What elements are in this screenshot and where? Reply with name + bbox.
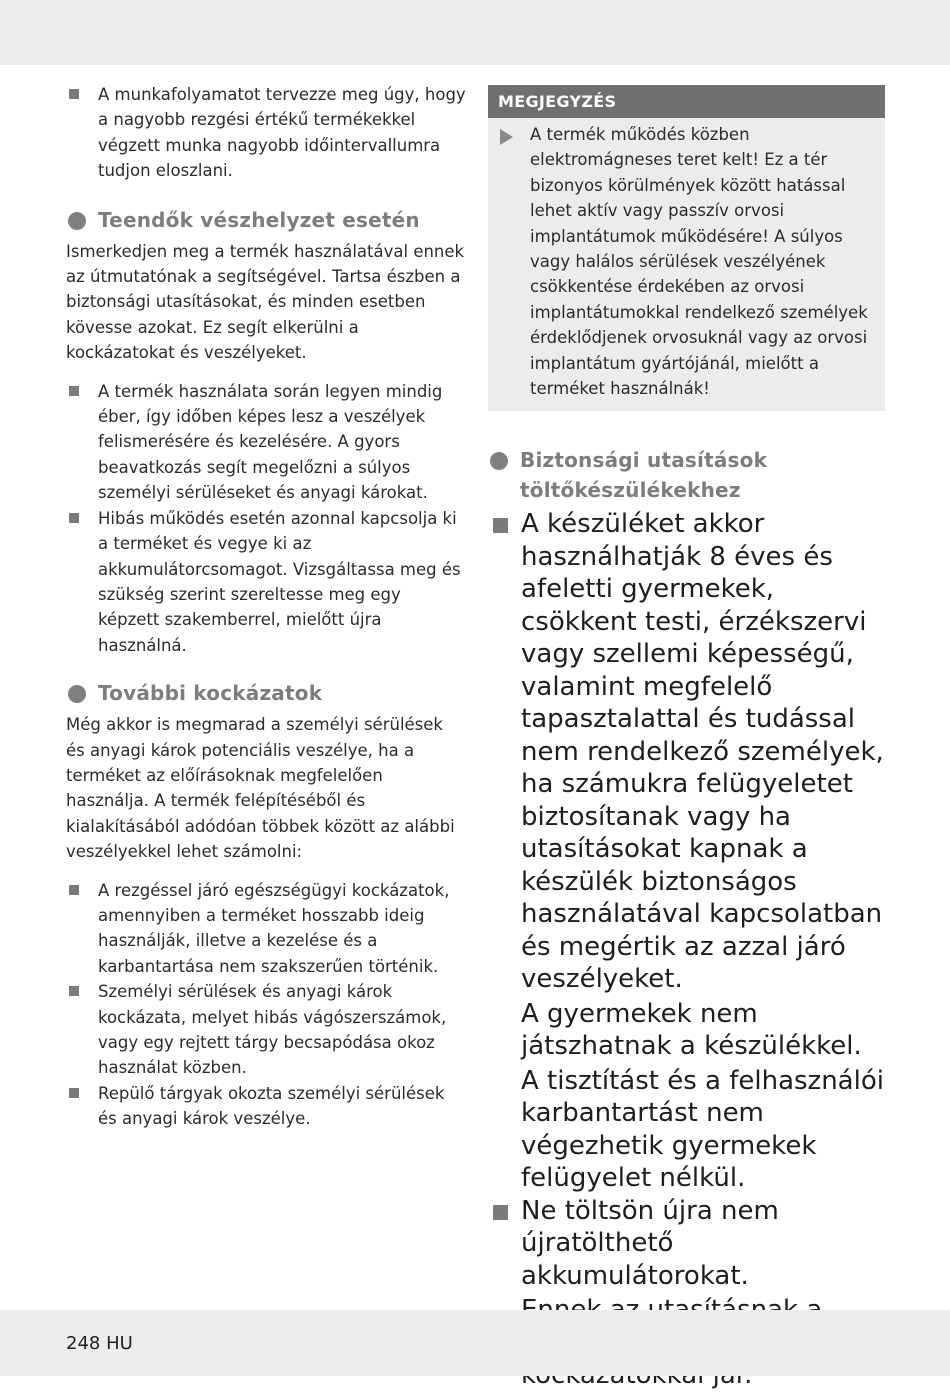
large-instructions bbox=[488, 508, 885, 1392]
circle-bullet-icon bbox=[68, 685, 86, 703]
circle-bullet-icon bbox=[68, 212, 86, 230]
bullet-text: A termék használata során legyen mindig éber, így időben képes lesz a veszélyek felismerésére és kezelésére. A gyors beavatkozás segít megelőzni a súlyos személyi sérüléseket és anyagi károkat. bbox=[98, 381, 443, 503]
note-text: A termék működés közben elektromágneses teret kelt! Ez a tér bizonyos körülmények között hatással lehet aktív vagy passzív orvosi implantátumok működésére! A súlyos vagy halálos sérülések veszélyének csökkentése érdekében az orvosi implantátumokkal rendelkező személyek érdeklődjenek orvosuknál vagy az orvosi implantátum gyártójánál, mielőtt a terméket használnák! bbox=[530, 125, 868, 399]
note-box bbox=[488, 85, 885, 411]
bullet-paragraph: Ne töltsön újra nem újratölthető akkumulátorokat. bbox=[521, 1195, 779, 1291]
bullet-paragraph: A tisztítást és a felhasználói karbantartást nem végezhetik gyermekek felügyelet nélkül. bbox=[521, 1065, 884, 1194]
bullet-text: Személyi sérülések és anyagi károk kockázata, melyet hibás vágószerszámok, vagy egy rejtett tárgy becsapódása okoz használat közben. bbox=[98, 982, 447, 1078]
section-heading bbox=[66, 678, 466, 708]
square-bullet-icon bbox=[493, 518, 508, 533]
heading-text-line2: töltőkészülékekhez bbox=[520, 478, 741, 503]
bullet-text: Hibás működés esetén azonnal kapcsolja ki a terméket és vegye ki az akkumulátorcsomagot. Vizsgáltassa meg és szükség szerint szereltesse meg egy képzett szakemberrel, mielőtt újra használná. bbox=[98, 508, 461, 655]
list-item bbox=[66, 979, 466, 1081]
list-item bbox=[488, 508, 885, 1195]
footer-bar bbox=[0, 1310, 950, 1376]
square-bullet-icon bbox=[69, 885, 79, 895]
heading-text: További kockázatok bbox=[98, 681, 323, 706]
top-bar bbox=[0, 0, 950, 65]
list-item bbox=[66, 506, 466, 658]
square-bullet-icon bbox=[493, 1205, 508, 1220]
list-item bbox=[66, 878, 466, 980]
triangle-arrow-icon bbox=[500, 129, 513, 145]
list-item bbox=[66, 1081, 466, 1132]
bullet-paragraph: A készüléket akkor használhatják 8 éves és afeletti gyermekek, csökkent testi, érzékszervi vagy szellemi képességű, valamint megfelelő tapasztalattal és tudással nem rendelkező személyek, ha számukra felügyeletet biztosítanak vagy ha utasításokat kapnak a készülék biztonságos használatával kapcsolatban és megértik az azzal járó veszélyeket. bbox=[521, 509, 884, 995]
section-heading bbox=[66, 205, 466, 235]
note-title: MEGJEGYZÉS bbox=[488, 85, 885, 118]
circle-bullet-icon bbox=[490, 452, 508, 470]
list-item bbox=[66, 379, 466, 506]
square-bullet-icon bbox=[69, 986, 79, 996]
bullet-text: A munkafolyamatot tervezze meg úgy, hogy a nagyobb rezgési értékű termékekkel végzett munka nagyobb időintervallumra tudjon eloszlani. bbox=[98, 85, 466, 181]
left-column bbox=[66, 82, 466, 1132]
list-item bbox=[66, 82, 466, 184]
paragraph: Még akkor is megmarad a személyi sérülések és anyagi károk potenciális veszélye, ha a terméket az előírásoknak megfelelően használja. A termék felépítéséből és kialakításából adódóan többek között az alábbi veszélyekkel lehet számolni: bbox=[66, 715, 455, 862]
right-column bbox=[488, 85, 885, 1392]
page-number: 248 HU bbox=[66, 1333, 133, 1354]
note-body bbox=[488, 118, 885, 411]
paragraph: Ismerkedjen meg a termék használatával ennek az útmutatónak a segítségével. Tartsa észben a biztonsági utasításokat, és minden esetben kövesse azokat. Ez segít elkerülni a kockázatokat és veszélyeket. bbox=[66, 241, 465, 363]
section-heading bbox=[488, 445, 885, 505]
bullet-text: Repülő tárgyak okozta személyi sérülések és anyagi károk veszélye. bbox=[98, 1083, 445, 1129]
bullet-paragraph: A gyermekek nem játszhatnak a készülékkel. bbox=[521, 998, 862, 1062]
square-bullet-icon bbox=[69, 386, 79, 396]
bullet-text: A rezgéssel járó egészségügyi kockázatok, amennyiben a terméket hosszabb ideig használják, illetve a kezelése és a karbantartása nem szakszerűen történik. bbox=[98, 880, 450, 976]
square-bullet-icon bbox=[69, 513, 79, 523]
heading-text: Teendők vészhelyzet esetén bbox=[98, 207, 420, 232]
heading-text-line1: Biztonsági utasítások bbox=[520, 448, 768, 473]
square-bullet-icon bbox=[69, 1088, 79, 1098]
square-bullet-icon bbox=[69, 89, 79, 99]
